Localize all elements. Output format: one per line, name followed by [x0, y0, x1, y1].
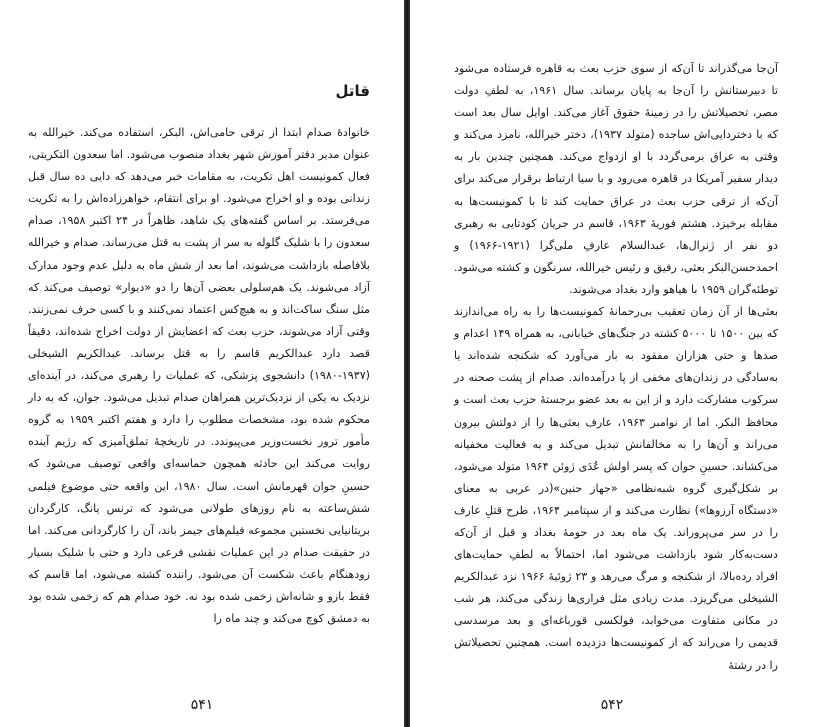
- page-number-left: ۵۴۱: [190, 697, 214, 713]
- right-page-paragraph-2: بعثی‌ها از آن زمان تعقیب بی‌رحمانهٔ کمونیست‌ها را به راه می‌اندازند که بین ۱۵۰۰ تا ۵۰۰۰ کشته در جنگ‌های خیابانی، به همراه ۱۴۹ اعدام و صدها و حتی هزاران مفقود به بار می‌آورد که شکنجه شده‌اند یا به‌سادگی در زندان‌های مخفی از پا درآمده‌اند. صدام از پشت صحنه در سرکوب مشارکت دارد و از این به بعد عضو برجستهٔ حزب بعث است و محافظ البکر. اما از نوامبر ۱۹۶۳، عارف بعثی‌ها را از دولتش بیرون می‌راند و آن‌ها را به مخالفانش تبدیل می‌کند و به فعالیت مخفیانه می‌کشاند. حسینِ جوان که پسر اولش عُدَی ژوئن ۱۹۶۴ متولد می‌شود، بر شکل‌گیری گروه شبه‌نظامی «جهاز حنین»(در عربی به معنای «دستگاه آرزوها») نظارت می‌کند و از سپتامبر ۱۹۶۴، طرح قتلِ عارف را در سر می‌پروراند. یک ماه بعد در حومهٔ بغداد و قبل از آن‌که دست‌به‌کار شود بازداشت می‌شود اما، احتمالاً به لطفِ حمایت‌های افراد رده‌بالا، از شکنجه و مرگ می‌رهد و ۲۳ ژوئیهٔ ۱۹۶۶ نزد عبدالکریم الشیخلی می‌گریزد. مدت زیادی مثل فراری‌ها زندگی می‌کند، هر شب در مکانی متفاوت می‌خوابد، فولکسی قورباغه‌ای و بعد مرسدسی قدیمی را می‌راند که از کمونیست‌ها دزدیده است. همچنین تحصیلاتش را در رشتهٔ: [454, 305, 779, 672]
- right-page-body: [454, 58, 778, 677]
- left-page-paragraph: خانوادهٔ صدام ابتدا از ترقی حامی‌اش، البکر، استفاده می‌کند. خیرالله به عنوان مدیر دفتر آموزش شهر بغداد منصوب می‌شود. اما سعدون التکریتی، فعال کمونیست اهل تکریت، به مقامات خبر می‌دهد که دایی ده سال قبل زندانی بوده و او اخراج می‌شود. او برای انتقام، خواهرزاده‌اش را به تکریت می‌فرستد. بر اساس گفته‌های یک شاهد، ظاهراً در ۲۴ اکتبر ۱۹۵۸، صدام سعدون را با شلیک گلوله به سر از پشت به قتل می‌رساند. صدام و خیرالله بلافاصله بازداشت می‌شوند، اما بعد از شش ماه به دلیل عدم وجود مدارک آزاد می‌شوند. یک هم‌سلولی بعضی آن‌ها را دو «دیوار» توصیف می‌کند که مثل سنگ ساکت‌اند و به هیچ‌کس اعتماد نمی‌کنند و با کسی حرف نمی‌زنند. وقتی آزاد می‌شوند، حزب بعث که اعضایش از دولت اخراج شده‌اند، دقیقاً قصد دارد عبدالکریم قاسم را به قتل برساند. عبدالکریم الشیخلی (۱۹۳۷-۱۹۸۰) دانشجوی پزشکی، که عملیات را رهبری می‌کند، در آینده‌ای نزدیک به یکی از نزدیک‌ترین همراهان صدام تبدیل می‌شود. جوان، که به دار محکوم شده بود، مشخصات مطلوب را دارد و هفتم اکتبر ۱۹۵۹ به گروه مأمور ترور نخست‌وزیر می‌پیوندد. در تاریخچهٔ تملق‌آمیزی که رژیم آینده روایت می‌کند این حادثه همچون حماسه‌ای واقعی توصیف می‌شود که حسینِ جوان قهرمانش است. سال ۱۹۸۰، این واقعه حتی موضوع فیلمی شش‌ساعته به نام روزهای طولانی می‌شود که ترنس یانگ، کارگردان بریتانیایی نخستین مجموعه فیلم‌های جیمز باند، آن را کارگردانی می‌کند. اما در حقیقت صدام در این عملیات نقشی فرعی دارد و حتی با شلیک بسیار زودهنگام باعث شکست آن می‌شود. راننده کشته می‌شود، اما قاسم که فقط بازو و شانه‌اش زخمی شده بود نه. خود صدام هم که زخمی شده بود به دمشق کوچ می‌کند و چند ماه را: [28, 126, 370, 626]
- chapter-title: قاتل: [335, 82, 370, 100]
- right-page: [410, 0, 814, 727]
- page-number-right: ۵۴۲: [600, 697, 624, 713]
- left-page-body: [28, 122, 370, 630]
- left-page: [0, 0, 404, 727]
- right-page-paragraph-1: آن‌جا می‌گذراند تا آن‌که از سوی حزب بعث به قاهره فرستاده می‌شود تا دبیرستانش را آن‌جا به پایان برساند. سال ۱۹۶۱، به لطفِ دولت مصر، تحصیلاتش را در زمینهٔ حقوق آغاز می‌کند. اوایل سال بعد است که با دختردایی‌اش ساجده (متولد ۱۹۳۷)، دختر خیرالله، نامزد می‌کند و وقتی به عراق برمی‌گردد با او ازدواج می‌کند. همچنین چندین بار به دیدار سفیر آمریکا در قاهره می‌رود و با سیا ارتباط برقرار می‌کند برای آن‌که از ترقی حزب بعث در عراق حمایت کند تا با کمونیست‌ها به مقابله برخیزد. هشتم فوریهٔ ۱۹۶۳، قاسم در جریان کودتایی به رهبری دو نفر از ژنرال‌ها، عبدالسلام عارفِ ملی‌گرا (۱۹۲۱-۱۹۶۶) و احمدحسن‌البکر بعثی، رفیق و رئیس خیرالله، سرنگون و کشته می‌شود. توطئه‌گران ۱۹۵۹ با هیاهو وارد بغداد می‌شوند.: [454, 62, 778, 296]
